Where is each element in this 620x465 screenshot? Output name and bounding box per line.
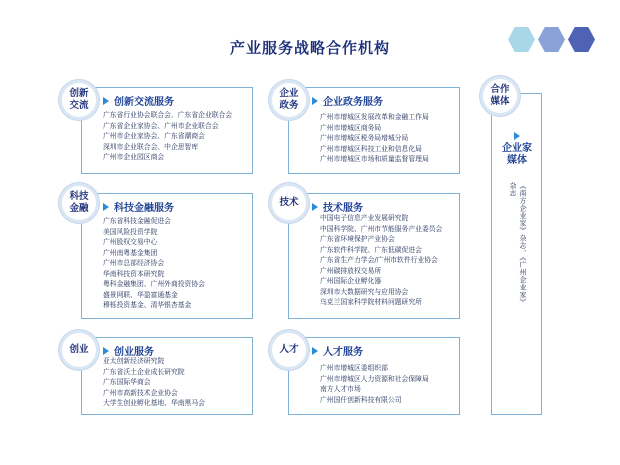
- list-item: 深圳市企业联合会、中企思智库: [103, 142, 199, 151]
- list-item: 广东省生产力学会/广州市软件行业协会: [320, 256, 438, 264]
- triangle-icon: [312, 347, 318, 355]
- list-item: 广东软件科学院、广东低碳促进会: [320, 245, 422, 254]
- list-item: 广东省环境保护产业协会: [320, 235, 395, 243]
- section-title-finance: 科技金融服务: [103, 199, 174, 214]
- list-item: 广州市增城区商务局: [320, 123, 382, 132]
- hexagon-dark: [568, 27, 595, 52]
- list-item: 广州市增城区税务局增城分局: [320, 134, 409, 142]
- list-item: 亚太创新经济研究院: [103, 357, 165, 365]
- list-item: 广州股权交易中心: [103, 238, 158, 246]
- list-item: 粤科金融集团、广州外商投资协会: [103, 280, 205, 288]
- triangle-icon: [103, 203, 109, 211]
- section-title-innovation: 创新交流服务: [103, 93, 174, 108]
- list-item: 美国风险投资学院: [103, 227, 158, 236]
- list-item: 广州市企业园区商会: [103, 153, 165, 161]
- list-item: 南方人才市场: [320, 385, 361, 393]
- triangle-icon: [312, 203, 318, 211]
- list-startup: [103, 356, 205, 409]
- list-innovation: [103, 110, 232, 163]
- hexagon-light: [508, 27, 535, 52]
- list-item: 广东省科技金融促进会: [103, 217, 171, 225]
- list-item: 广州市增城区委组织部: [320, 364, 388, 372]
- list-item: 广东省行业协会联合会、广东省企业联合会: [103, 111, 233, 119]
- section-title-tech: 技术服务: [312, 199, 363, 214]
- page-title: 产业服务战略合作机构: [229, 39, 390, 57]
- hexagon-mid: [538, 27, 565, 52]
- list-item: 穆栎投资基金、清华银杏基金: [103, 301, 192, 309]
- list-item: 广州碳排放权交易所: [320, 266, 382, 275]
- list-item: 广州市增城区市场和质量监督管理局: [320, 155, 429, 163]
- list-item: 广州南粤基金集团: [103, 248, 158, 257]
- triangle-icon: [514, 132, 520, 140]
- list-item: 广州市增城区人力资源和社会保障局: [320, 374, 429, 383]
- media-magazines: 《南方企业家》杂志、《广州企业家》杂志: [509, 182, 527, 306]
- badge-tech: 技术: [269, 183, 309, 223]
- section-title-startup: 创业服务: [103, 343, 154, 358]
- list-item: 广州市企业家协会、广东省潮商会: [103, 132, 205, 140]
- badge-government: 企业 政务: [269, 80, 309, 120]
- badge-finance: 科技 金融: [59, 183, 99, 223]
- list-item: 华南科技资本研究院: [103, 269, 165, 278]
- list-item: 乌克兰国家科学院材料问题研究所: [320, 298, 422, 306]
- list-item: 广州市增城区发展改革和金融工作局: [320, 113, 429, 121]
- list-item: 盛景网联、华盈富通基金: [103, 290, 178, 299]
- list-item: 深圳市大数据研究与应用协会: [320, 287, 409, 296]
- triangle-icon: [312, 97, 318, 105]
- section-title-government: 企业政务服务: [312, 93, 383, 108]
- list-item: 广东国际华商会: [103, 378, 151, 386]
- list-item: 中国电子信息产业发展研究院: [320, 214, 409, 222]
- list-item: 广州市总部经济协会: [103, 259, 165, 267]
- badge-innovation: 创新 交流: [59, 80, 99, 120]
- list-item: 广州国仟创新科技有限公司: [320, 395, 402, 404]
- list-talent: [320, 363, 429, 405]
- list-item: 广东省企业家协会、广州市企业联合会: [103, 121, 219, 130]
- badge-startup: 创业: [59, 330, 99, 370]
- section-title-media: 企业家 媒体: [502, 132, 532, 167]
- list-government: [320, 112, 429, 165]
- list-item: 广州国际企业孵化器: [320, 277, 382, 285]
- badge-talent: 人才: [269, 330, 309, 370]
- triangle-icon: [103, 347, 109, 355]
- list-tech: [320, 213, 442, 308]
- list-item: 广东省沃土企业成长研究院: [103, 367, 185, 376]
- badge-media: 合作 媒体: [480, 76, 520, 116]
- list-item: 大学生创业孵化基地、华南黑马会: [103, 399, 205, 407]
- decorative-hexagons: [508, 27, 595, 52]
- list-item: 中国科学院、广州市节能服务产业委员会: [320, 224, 443, 233]
- list-item: 广州市增城区科技工业和信息化局: [320, 144, 422, 153]
- section-title-talent: 人才服务: [312, 343, 363, 358]
- list-finance: [103, 216, 205, 311]
- triangle-icon: [103, 97, 109, 105]
- list-item: 广州市高新技术企业协会: [103, 388, 178, 397]
